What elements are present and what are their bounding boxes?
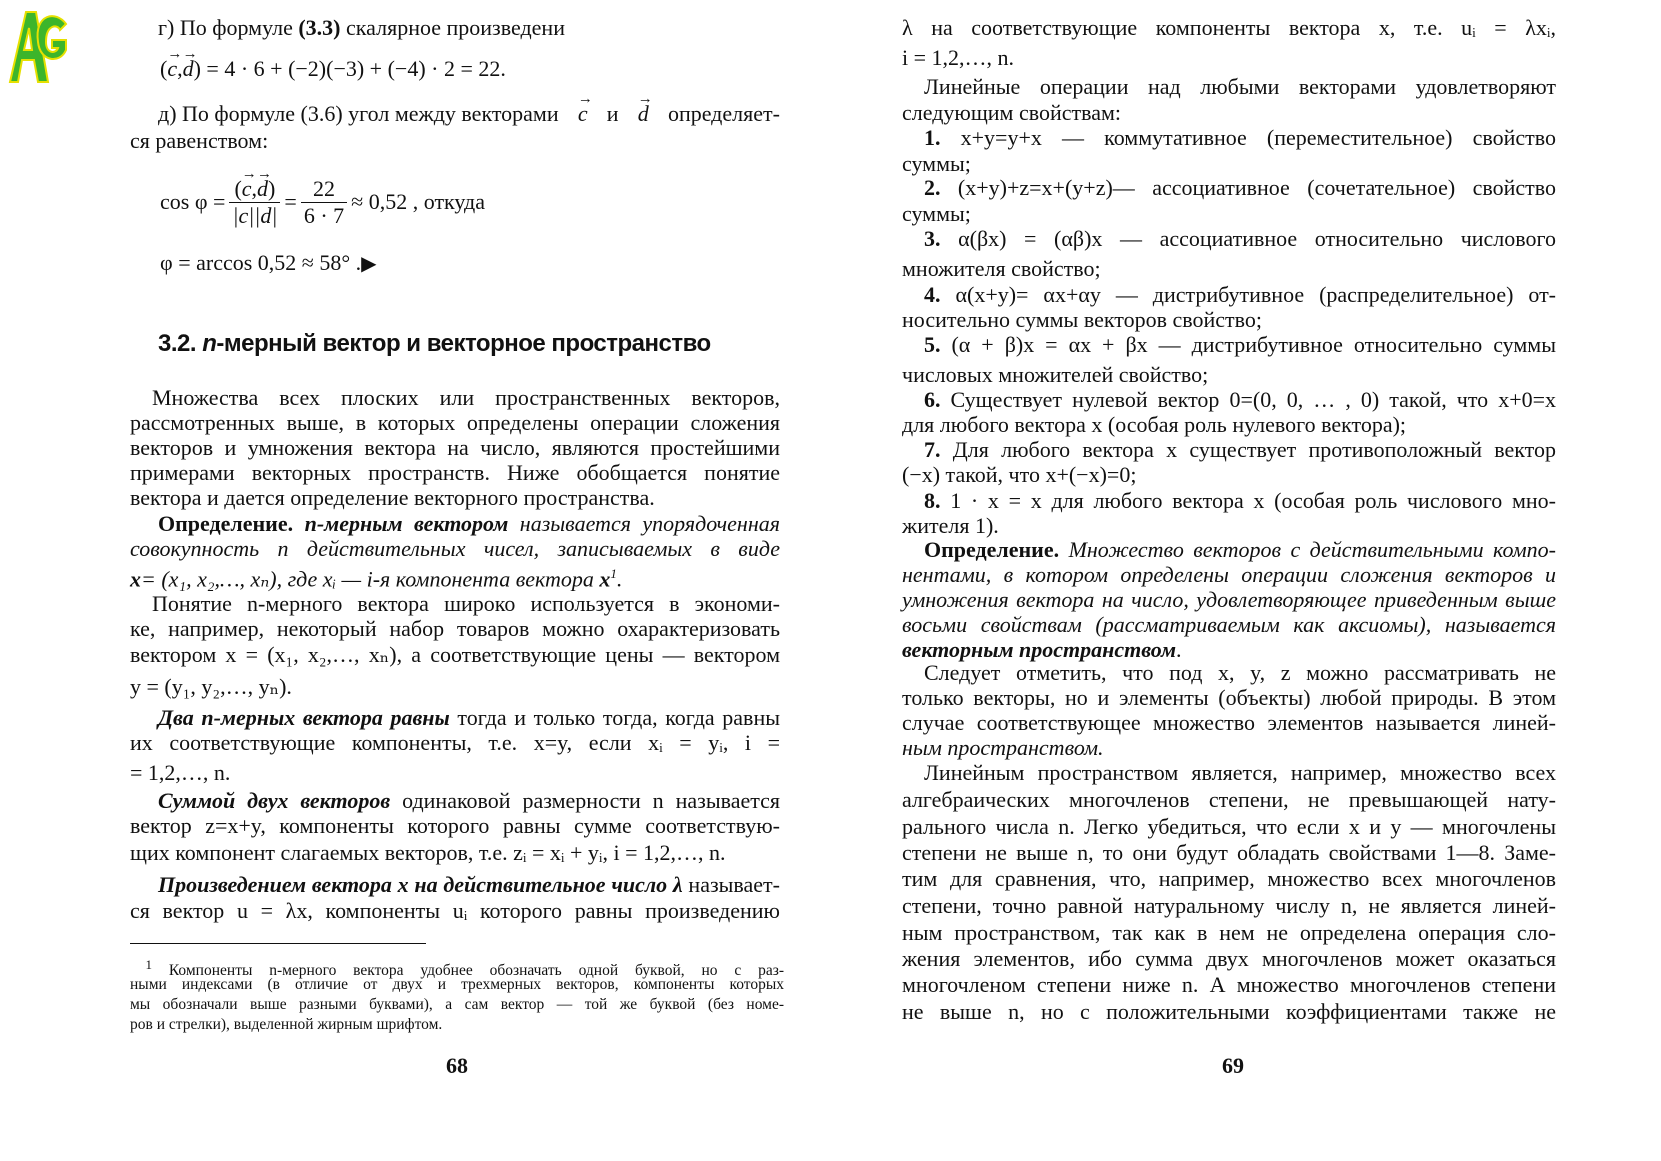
top-line-2: i = 1,2,…, n. [902,45,1015,70]
note-line-4: ным пространством. [902,735,1104,760]
equal-def-line-2: их соответствующие компоненты, т.е. x=y, если xᵢ = yᵢ, i = [130,730,780,755]
property-6-line-2: для любого вектора x (особая роль нулевого вектора); [902,412,1407,437]
property-2-line-2: суммы; [902,201,971,226]
property-6-line-1: 6. Существует нулевой вектор 0=(0, 0, … , 0) такой, что x+0=x [924,387,1557,412]
product-def-line-2: ся вектор u = λx, компоненты uᵢ которого равны произведению [130,898,780,923]
example-line-3: рального числа n. Легко убедиться, что если x и y — многочлены [902,814,1556,839]
property-5-line-2: числовых множителей свойство; [902,362,1209,387]
property-7-line-1: 7. Для любого вектора x существует противоположный вектор [924,437,1557,462]
note-line-3: случае соответствующее множество элементов называется линей- [902,710,1556,735]
right-page [830,0,1661,1161]
concept-line-2: ке, например, некоторый набор товаров можно охарактеризовать [130,616,780,641]
property-7-line-2: (−x) такой, что x+(−x)=0; [902,462,1137,487]
intro-line-1: Множества всех плоских или пространственных векторов, [152,385,780,410]
footnote-line-4: ров и стрелки), выделенной жирным шрифтом. [130,1016,443,1033]
footnote-line-1: $^1$ Компоненты n-мерного вектора удобнее обозначать одной буквой, но с раз- [145,957,785,980]
top-line-1: λ на соответствующие компоненты вектора x, т.е. uᵢ = λxᵢ, [902,15,1556,40]
def2-line-5: векторным пространством. [902,637,1182,662]
sum-def-line-2: вектор z=x+y, компоненты которого равны сумме соответствую- [130,813,780,838]
equal-def-line-3: = 1,2,…, n. [130,760,231,785]
example-line-2: алгебраических многочленов степени, не превышающей нату- [902,787,1556,812]
example-line-9: многочленом степени ниже n. А множество многочленов степени [902,972,1556,997]
ag-logo [4,4,70,86]
ops-intro-line-1: Линейные операции над любыми векторами удовлетворяют [924,74,1556,99]
item-g-line: г) По формуле (3.3) скалярное произведени [158,15,565,40]
page-number-left: 68 [446,1053,468,1078]
section-heading: 3.2. n-мерный вектор и векторное пространство [158,330,711,357]
equal-def-line-1: Два n-мерных вектора равны тогда и только тогда, когда равны [158,705,780,730]
concept-line-1: Понятие n-мерного вектора широко используется в экономи- [152,591,780,616]
property-3-line-1: 3. α(βx) = (αβ)x — ассоциативное относительно числового [924,226,1557,251]
footnote-line-2: ными индексами (в отличие от двух и трехмерных векторов, компоненты которых [130,976,784,993]
example-line-1: Линейным пространством является, например, множество всех [924,760,1556,785]
ops-intro-line-2: следующим свойствам: [902,100,1122,125]
example-line-6: степени, точно равной натуральному числу n, не является линей- [902,893,1556,918]
concept-line-4: y = (y₁, y₂,…, yₙ). [130,674,292,699]
property-4-line-1: 4. α(x+y)= αx+αy — дистрибутивное (распределительное) от- [924,282,1557,307]
product-def-line-1: Произведением вектора x на действительное число λ называет- [158,872,780,897]
property-8-line-1: 8. 1 · x = x для любого вектора x (особая роль числового мно- [924,488,1556,513]
footnote-rule [130,943,426,944]
example-line-5: тим для сравнения, что, например, множество всех многочленов [902,866,1556,891]
property-1-line-1: 1. x+y=y+x — коммутативное (переместительное) свойство [924,125,1556,150]
cos-fraction-2: $\frac{22}{6 \cdot 7}$ [301,176,347,229]
sum-def-line-1: Суммой двух векторов одинаковой размерности n называется [158,788,780,813]
item-d-line1: д) По формуле (3.6) угол между векторами → c и → d определяет- [158,101,780,127]
def1-line-1: Определение. n-мерным вектором называется упорядоченная [158,511,780,536]
property-8-line-2: жителя 1). [902,513,999,538]
def2-line-2: нентами, в котором определены операции сложения векторов и [902,562,1556,587]
property-3-line-2: множителя свойство; [902,256,1101,281]
cos-fraction-1: $\frac{(\to c,\to d)}{|c||d|}$ [229,176,280,229]
end-of-solution-marker: ▶ [361,253,377,275]
example-line-10: не выше n, но с положительными коэффициентами также не [902,999,1556,1024]
item-g-formula: (→ c,→ d) = 4 · 6 + (−2)(−3) + (−4) · 2 = 22. [160,56,506,82]
def2-line-4: восьми свойствам (рассматриваемым как аксиомы), называется [902,612,1556,637]
footnote-line-3: мы обозначали выше разными буквами), а сам вектор — той же буквой (без номе- [130,996,784,1013]
cos-formula: cos φ = $\frac{(\to c,\to d)}{|c||d|}$ = $\frac{22}{6 \cdot 7}$ ≈ 0,52 , откуда [160,166,485,238]
intro-line-4: примерами векторных пространств. Ниже обобщается понятие [130,460,780,485]
intro-line-2: рассмотренных выше, в которых определены операции сложения [130,410,780,435]
def2-line-3: умножения вектора на число, удовлетворяющее приведенным выше [902,587,1556,612]
sum-def-line-3: щих компонент слагаемых векторов, т.е. zᵢ = xᵢ + yᵢ, i = 1,2,…, n. [130,840,726,865]
def1-line-3: x= (x₁, x₂,…, xₙ), где xᵢ — i-я компонента вектора $x^1$. [130,566,623,592]
note-line-2: только векторы, но и элементы (объекты) любой природы. В этом [902,685,1556,710]
page-number-right: 69 [1222,1053,1244,1078]
note-line-1: Следует отметить, что под x, y, z можно рассматривать не [924,660,1556,685]
property-4-line-2: носительно суммы векторов свойство; [902,307,1262,332]
example-line-4: степени не выше n, то они будут обладать свойствами 1—8. Заме- [902,840,1556,865]
example-line-7: ным пространством, так как в нем не определена операция сло- [902,920,1556,945]
property-2-line-1: 2. (x+y)+z=x+(y+z)— ассоциативное (сочетательное) свойство [924,175,1556,200]
left-page [0,0,830,1161]
item-d-line2: ся равенством: [130,128,269,153]
def2-line-1: Определение. Множество векторов с действительными компо- [924,537,1556,562]
phi-line: φ = arccos 0,52 ≈ 58° .▶ [160,250,377,275]
concept-line-3: вектором x = (x₁, x₂,…, xₙ), а соответствующие цены — вектором [130,642,780,667]
footnote-ref: 1 [610,566,617,581]
property-5-line-1: 5. (α + β)x = αx + βx — дистрибутивное относительно суммы [924,332,1557,357]
intro-line-5: вектора и дается определение векторного пространства. [130,485,655,510]
property-1-line-2: суммы; [902,151,971,176]
example-line-8: жения элементов, ибо сумма двух многочленов может оказаться [902,946,1556,971]
intro-line-3: векторов и умножения вектора на число, являются простейшими [130,435,780,460]
def1-line-2: совокупность n действительных чисел, записываемых в виде [130,536,780,561]
